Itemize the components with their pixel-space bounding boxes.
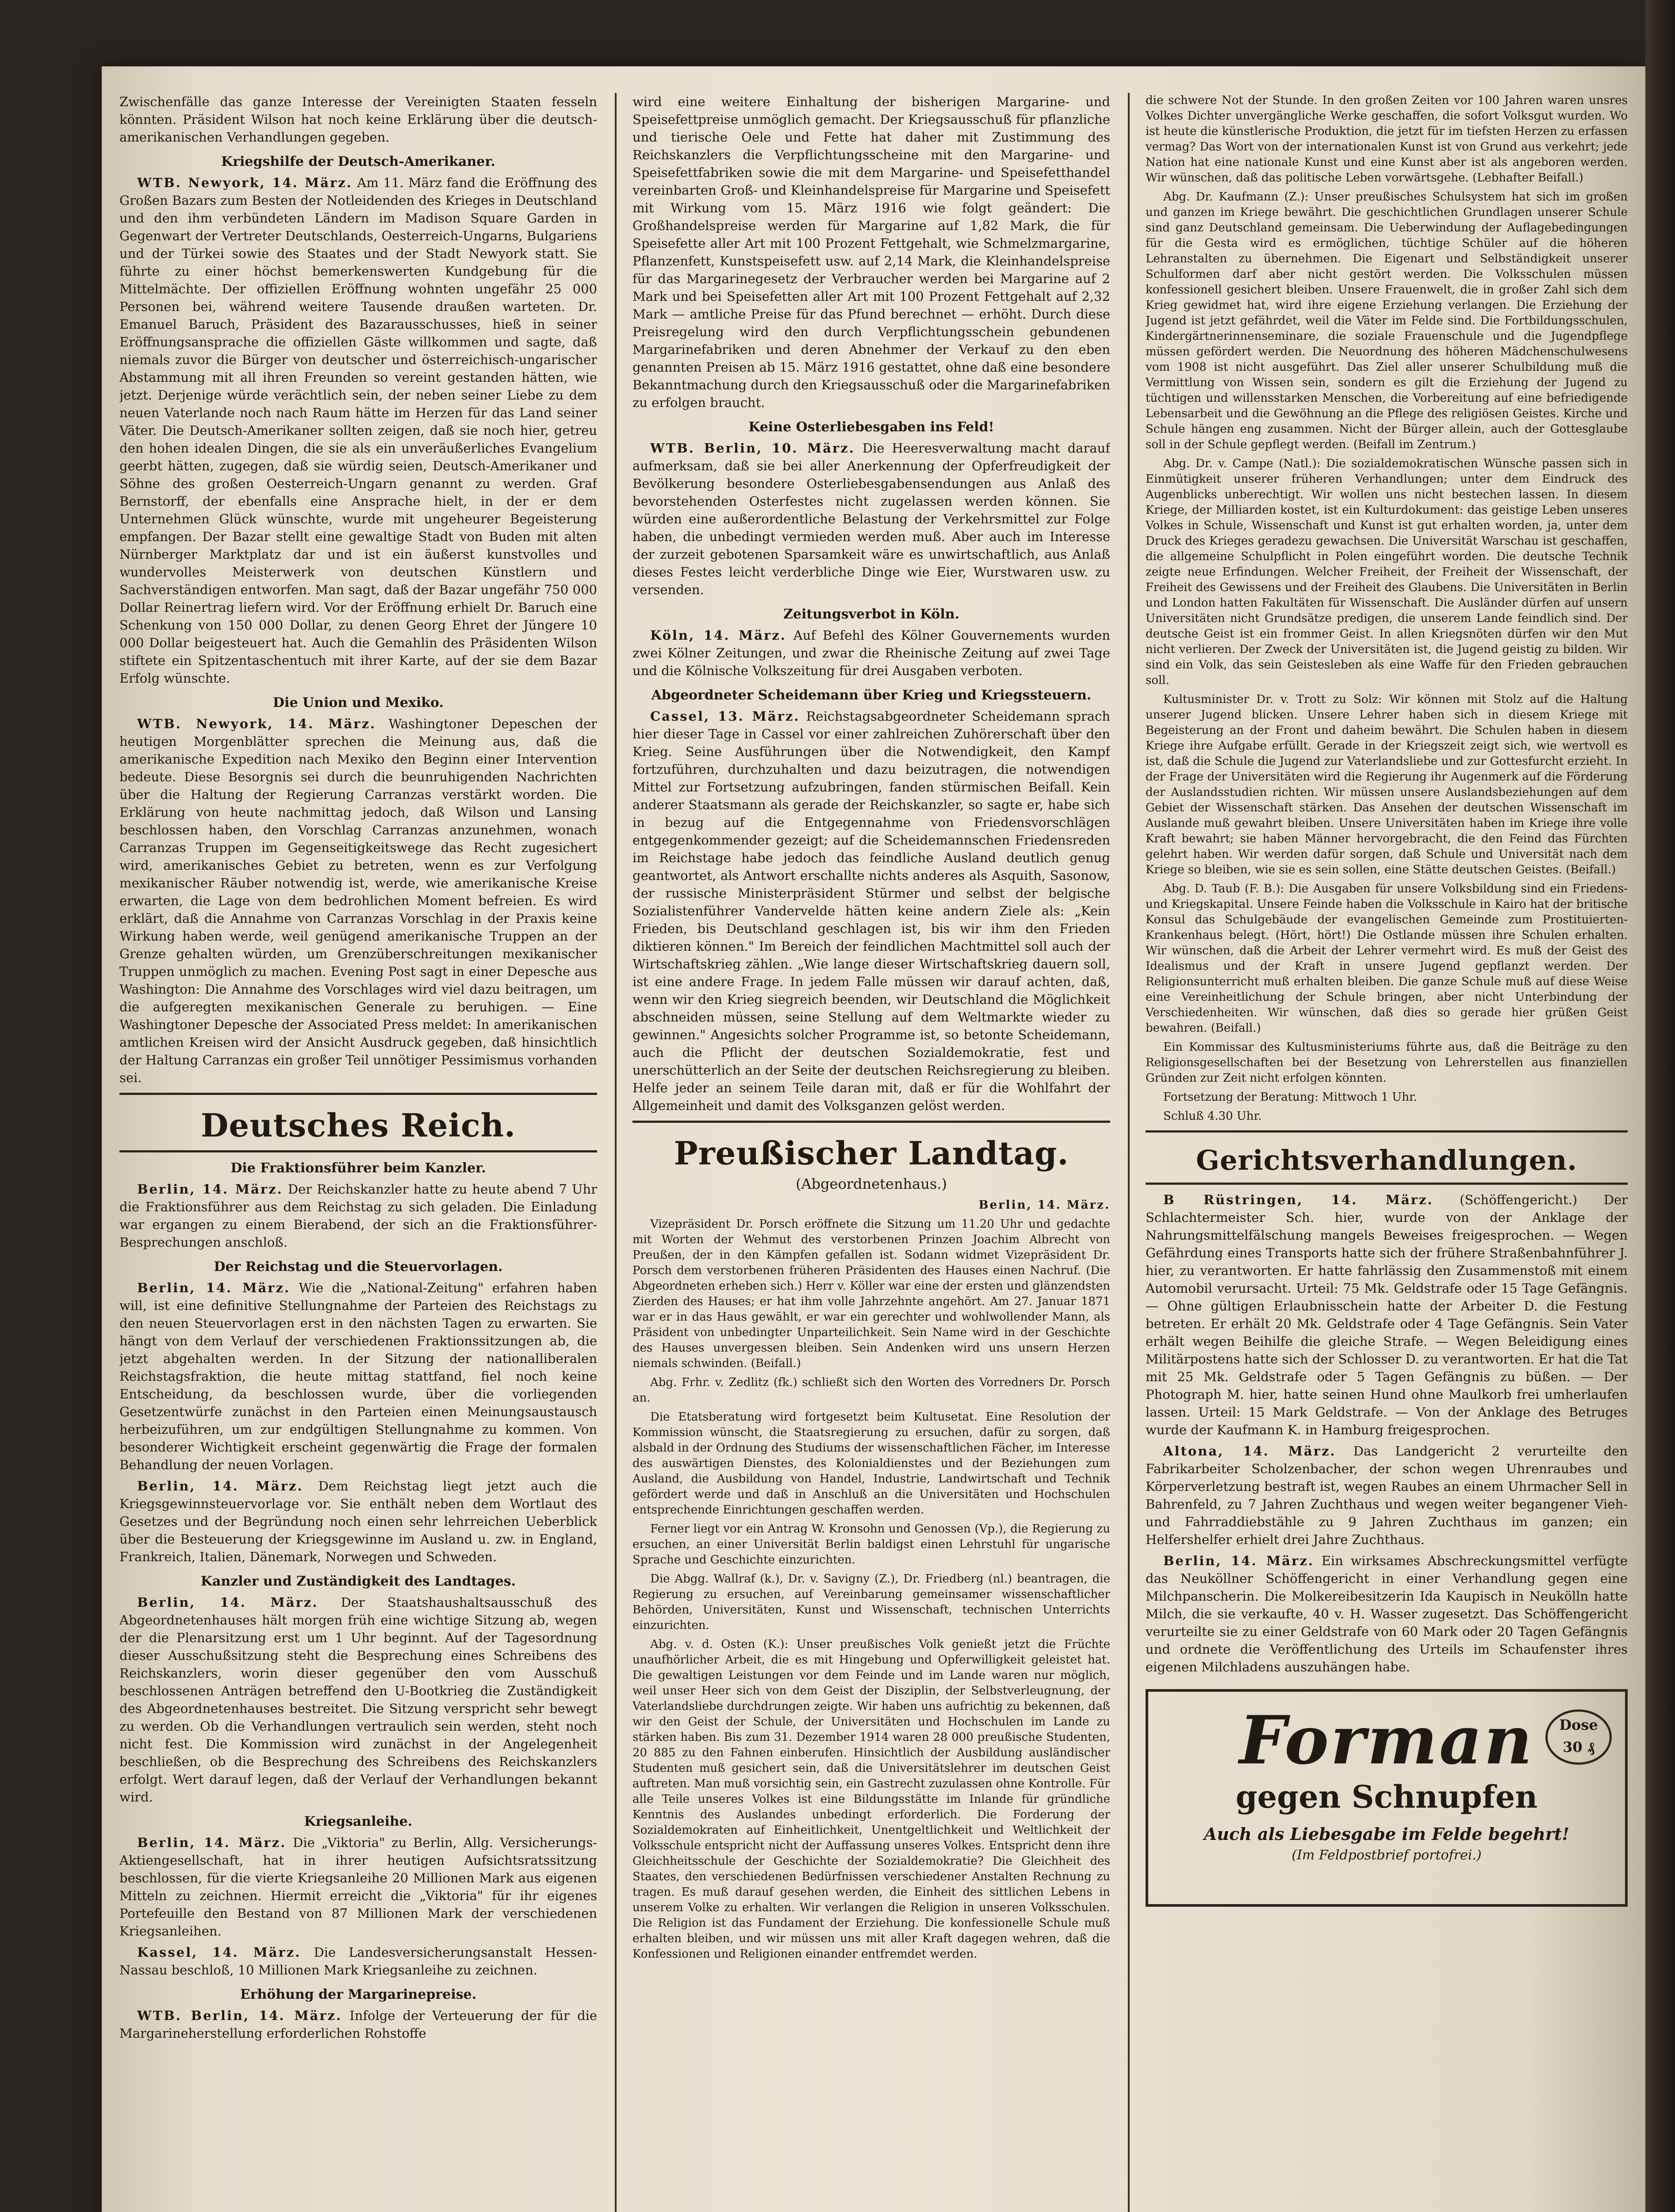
article-paragraph: Berlin, 14. März. Der Reichskanzler hatte zu heute abend 7 Uhr die Fraktionsführer aus dem Reichstag zu sich geladen. Die Einladung war ergangen zu einem Bierabend, der sich an die Fraktionsführer-Besprechungen anschloß. (119, 1182, 597, 1250)
article-paragraph: WTB. Newyork, 14. März. Washingtoner Depeschen der heutigen Morgenblätter sprechen die Meinung aus, daß die amerikanische Expedition nach Mexiko den Beginn einer Intervention bedeute. Diese Besorgnis sei durch die beunruhigenden Nachrichten über die Haltung der Regierung Carranzas verstärkt worden. Die Erklärung von heute nachmittag jedoch, daß Wilson und Lansing beschlossen haben, den Vorschlag Carranzas anzunehmen, wonach Carranzas Truppen im Gegenseitigkeitswege das Recht zugesichert wird, amerikanisches Gebiet zu betreten, wenn es zur Verfolgung mexikanischer Räuber notwendig ist, werde, wie amerikanische Kreise erwarten, die Lage von dem bedrohlichen Moment befreien. Es wird erklärt, daß die Annahme von Carranzas Vorschlag in der Praxis keine Wirkung haben werde, weil genügend amerikanische Truppen an der Grenze gehalten würden, um Grenzüberschreitungen mexikanischer Truppen unmöglich zu machen. Evening Post sagt in einer Depesche aus Washington: Die Annahme des Vorschlages wird viel dazu beitragen, um die aufgeregten mexikanischen Generale zu beruhigen. — Eine Washingtoner Depesche der Associated Press meldet: In amerikanischen amtlichen Kreisen wird der Ansicht Ausdruck gegeben, daß hinsichtlich der Haltung Carranzas ein großer Teil unnötiger Pessimismus vorhanden sei. (119, 716, 597, 1085)
article-paragraph: B Rüstringen, 14. März. (Schöffengericht.) Der Schlachtermeister Sch. hier, wurde von der Anklage der Nahrungsmittelfälschung mangels Beweises freigesprochen. — Wegen Gefährdung eines Transports hatte sich der frühere Straßenbahnführer J. hier, zu verantworten. Er hatte fahrlässig den Zusammenstoß mit einem Automobil verursacht. Urteil: 75 Mk. Geldstrafe oder 15 Tage Gefängnis. — Ohne gültigen Erlaubnisschein hatte der Arbeiter D. die Festung betreten. Er erhält 20 Mk. Geldstrafe oder 4 Tage Gefängnis. Sein Vater erhält wegen Beihilfe die gleiche Strafe. — Wegen Beleidigung eines Militärpostens hatte sich der Schlosser D. zu verantworten. Er hat die Tat mit 25 Mk. Geldstrafe oder 5 Tagen Gefängnis zu büßen. — Der Photograph M. hier, hatte seinen Hund ohne Maulkorb frei umherlaufen lassen. Urteil: 15 Mark Geldstrafe. — Von der Anklage des Betruges wurde der Kaufmann K. in Hamburg freigesprochen. (1146, 1192, 1628, 1437)
article-paragraph: Altona, 14. März. Das Landgericht 2 verurteilte den Fabrikarbeiter Scholzenbacher, der schon wegen Uhrenraubes und Körperverletzung bestraft ist, wegen Raubes an einem Uhrmacher Sell in Bahrenfeld, zu 7 Jahren Zuchthaus und wegen weiter begangener Vieh- und Fahrraddiebstähle zu 9 Jahren Zuchthaus im ganzen; ein Helfershelfer erhielt drei Jahre Zuchthaus. (1146, 1444, 1628, 1547)
article-paragraph: Berlin, 14. März. Wie die „National-Zeitung" erfahren haben will, ist eine definitive Stellungnahme der Parteien des Reichstags zu den neuen Steuervorlagen erst in den nächsten Tagen zu erwarten. Sie hängt von dem Verlauf der verschiedenen Fraktionssitzungen ab, die jetzt abgehalten werden. In der Sitzung der nationalliberalen Reichstagsfraktion, die heute mittag stattfand, fiel noch keine Entscheidung, da beschlossen wurde, über die vorliegenden Gesetzentwürfe zunächst in den Parteien einen Meinungsaustausch herbeizuführen, um zur endgültigen Stellungnahme zu kommen. Von besonderer Wichtigkeit erscheint gegenwärtig die Frage der formalen Behandlung der neuen Vorlagen. (119, 1280, 597, 1472)
newspaper-page (102, 66, 1645, 2212)
ad-slogan: Auch als Liebesgabe im Felde begehrt! (1204, 1824, 1570, 1844)
ad-tagline: gegen Schnupfen (1235, 1778, 1538, 1815)
article-paragraph: Abg. v. d. Osten (K.): Unser preußisches Volk genießt jetzt die Früchte unaufhörlicher Arbeit, die es mit Hingebung und Opferwilligkeit geleistet hat. Die gewaltigen Leistungen vor dem Feinde und im Lande waren nur möglich, weil unser Heer sich von dem Geist der Disziplin, der Selbstverleugnung, der Vaterlandsliebe durchdrungen zeigte. Wir haben uns aufrichtig zu bekennen, daß wir den Geist der Schule, der Universitäten und Hochschulen im Lande zu stärken haben. Bis zum 31. Dezember 1914 waren 28 000 preußische Studenten, 20 885 zu den Fahnen einberufen. Hinsichtlich der Ausbildung ausländischer Studenten muß gesichert sein, daß die Universitätslehrer im deutschen Geist auftreten. Man muß vorsichtig sein, ein Gastrecht zuzulassen ohne Kontrolle. Für alle Teile unseres Volkes ist eine Bildungsstätte im Inlande für gründliche Kenntnis des Auslandes unbedingt erforderlich. Die Forderung der Sozialdemokraten auf Einheitlichkeit, Unentgeltlichkeit und Weltlichkeit der Volksschule entspricht nicht der Auffassung unseres Volkes. Entspricht denn ihre Gleichheitsschule der Geschichte der Sozialdemokratie? Die Gleichheit des Staates, den verschiedenen Bedürfnissen verschiedener Anstalten Rechnung zu tragen. Es muß darauf gesehen werden, die Einheit des sittlichen Lebens in unserem Volke zu erhalten. Wir verlangen die Religion in unseren Volksschulen. Die Religion ist das Fundament der Erziehung. Die konfessionelle Schule muß erhalten bleiben, und wir müssen uns mit aller Kraft dagegen wehren, daß die Konfessionen und Religionen einander entfremdet werden. (632, 1638, 1110, 1961)
dateline: Berlin, 14. März. (978, 1198, 1110, 1212)
article-heading: Die Union und Mexiko. (273, 695, 444, 710)
section-subtitle: (Abgeordnetenhaus.) (796, 1175, 947, 1192)
article-paragraph: Vizepräsident Dr. Porsch eröffnete die Sitzung um 11.20 Uhr und gedachte mit Worten der Wehmut des verstorbenen Prinzen Joachim Albrecht von Preußen, der in den Kämpfen gefallen ist. Sodann widmet Vizepräsident Dr. Porsch dem verstorbenen früheren Präsidenten des Hauses einen Nachruf. (Die Abgeordneten erheben sich.) Herr v. Köller war eine der ersten und glänzendsten Zierden des Hauses; er hat ihm volle Jahrzehnte angehört. Am 27. Januar 1871 war er in das Haus gewählt, er war ein gerechter und wohlwollender Mann, als Präsident von unbedingter Unparteilichkeit. Sein Name wird in der Geschichte des Hauses unvergessen bleiben. Sein Andenken wird uns unsern Herzen niemals schwinden. (Beifall.) (632, 1217, 1110, 1370)
article-heading: Keine Osterliebesgaben ins Feld! (748, 419, 994, 435)
article-paragraph: Abg. D. Taub (F. B.): Die Ausgaben für unsere Volksbildung sind ein Friedens- und Kriegskapital. Unsere Feinde haben die Volksschule in Kairo hat der britische Konsul das Schulgebäude der evangelischen Gemeinde zum Prostituierten-Krankenhaus belegt. (Hört, hört!) Die Ostlande müssen ihre Schulen erhalten. Wir wünschen, daß die Arbeit der Lehrer vermehrt wird. Es muß der Geist des Idealismus und der Kraft in unsere Jugend gepflanzt werden. Der Religionsunterricht muß erhalten bleiben. Die ganze Schule muß auf diese Weise eine Vereinheitlichung der Schule bringen, aber nicht Unterbindung der Verschiedenheiten. Wir wünschen, daß dies so gerade hier grüßen Geist bewahren. (Beifall.) (1146, 882, 1628, 1035)
article-heading: Der Reichstag und die Steuervorlagen. (214, 1259, 503, 1275)
article-continuation: wird eine weitere Einhaltung der bisherigen Margarine- und Speisefettpreise unmöglich gemacht. Der Kriegsausschuß für pflanzliche und tierische Oele und Fette hat daher mit Zustimmung des Reichskanzlers die Verpflichtungsscheine mit den Margarine- und Speisefettfabriken sowie die mit dem Margarine- und Speisefetthandel vereinbarten Groß- und Kleinhandelspreise für Margarine und Speisefett mit Wirkung vom 15. März 1916 wie folgt geändert: Die Großhandelspreise werden für Margarine auf 1,82 Mark, die für Speisefette aller Art mit 100 Prozent Fettgehalt, wie Schmelzmargarine, Pflanzenfett, Kunstspeisefett usw. auf 2,14 Mark, die Kleinhandelspreise für das Margarinegesetz der Verbraucher werden bei Margarine auf 2 Mark und bei Speisefetten aller Art mit 100 Prozent Fettgehalt auf 2,32 Mark — amtliche Preise für das Pfund berechnet — erhöht. Durch diese Preisregelung wird den durch Verpflichtungsschein gebundenen Margarinefabriken und deren Abnehmer der Verkauf zu den eben genannten Preisen ab 15. März 1916 gestattet, ohne daß eine besondere Bekanntmachung durch den Kriegsausschuß oder die Margarinefabriken zu erfolgen braucht. (632, 94, 1110, 410)
article-heading: Erhöhung der Margarinepreise. (240, 1987, 477, 2002)
section-title: Deutsches Reich. (200, 1106, 516, 1144)
dateline: Berlin, 14. März. (137, 1182, 283, 1197)
article-paragraph: WTB. Newyork, 14. März. Am 11. März fand die Eröffnung des Großen Bazars zum Besten der Notleidenden des Krieges in Deutschland und den ihm verbündeten Ländern im Madison Square Garden in Gegenwart der Vertreter Deutschlands, Oesterreich-Ungarns, Bulgariens und der Türkei sowie des Staates und der Stadt Newyork statt. Sie führte zu einer höchst bemerkenswerten Kundgebung für die Mittelmächte. Der offiziellen Eröffnung wohnten ungefähr 25 000 Personen bei, während weitere Tausende draußen warteten. Dr. Emanuel Baruch, Präsident des Bazarausschusses, hieß in seiner Eröffnungsansprache die offiziellen Gäste willkommen und sagte, daß niemals zuvor die Bürger von deutscher und österreichisch-ungarischer Abstammung mit all ihren Freunden so vereint gestanden hätten, wie jetzt. Derjenige würde verächtlich sein, der neben seiner Liebe zu dem neuen Vaterlande noch nach Raum hätte im Herzen für das Land seiner Väter. Die Deutsch-Amerikaner sollten zeigen, daß sie noch hier, getreu den hohen idealen Dingen, die sie als ein unveräußerliches Evangelium geerbt hätten, zugegen, daß sie würdig seien, Deutsch-Amerikaner und Söhne des großen Oesterreich-Ungarn genannt zu werden. Graf Bernstorff, der ebenfalls eine Ansprache hielt, in der er dem Unternehmen Glück wünschte, wurde mit ungeheurer Begeisterung empfangen. Der Bazar stellt eine gewaltige Stadt von Buden mit alten Nürnberger Marktplatz dar und ist ein äußerst kunstvolles und wundervolles Meisterwerk von deutschen Künstlern und Sachverständigen entworfen. Man sagt, daß der Bazar ungefähr 750 000 Dollar Reinertrag liefern wird. Vor der Eröffnung erhielt Dr. Baruch eine Schenkung von 150 000 Dollar, zu denen Georg Ehret der Jüngere 10 000 Dollar beigesteuert hat. Auch die Gemahlin des Präsidenten Wilson stiftete ein Spitzentaschentuch mit ihrer Karte, auf der sie dem Bazar Erfolg wünschte. (119, 175, 597, 686)
article-heading: Kanzler und Zuständigkeit des Landtages. (200, 1574, 516, 1589)
dateline: Berlin, 14. März. (137, 1835, 287, 1850)
dateline: Altona, 14. März. (1163, 1444, 1336, 1459)
dateline: Berlin, 14. März. (137, 1280, 291, 1295)
price-badge: Dose 30 ₰ (1545, 1709, 1612, 1765)
article-paragraph: Kultusminister Dr. v. Trott zu Solz: Wir können mit Stolz auf die Haltung unserer Jugend blicken. Unsere Lehrer haben sich in diesem Kriege mit Begeisterung an der Front und daheim bewährt. Die Schulen haben in diesem Kriege ihre Aufgabe erfüllt. Gerade in der Kriegszeit zeigt sich, wie wertvoll es ist, daß die Schule die Jugend zur Vaterlandsliebe und zur Gottesfurcht erzieht. In der Frage der Universitäten wird die Regierung ihr Augenmerk auf die Förderung der Auslandsstudien richten. Wir müssen unsere Auslandsbeziehungen auf dem Gebiet der Wissenschaft stärken. Das Ansehen der deutschen Wissenschaft im Auslande muß gewahrt bleiben. Unsere Universitäten haben im Kriege ihre volle Kraft bewahrt; sie haben Männer hervorgebracht, die den Feind das Fürchten gelehrt haben. Wir werden dafür sorgen, daß Schule und Universität nach dem Kriege so bleiben, wie sie es sein sollen, eine Stätte deutschen Geistes. (Beifall.) (1146, 693, 1628, 876)
ad-brand: Forman (1239, 1701, 1534, 1779)
page-edge (1645, 0, 1675, 2212)
article-paragraph: Berlin, 14. März. Dem Reichstag liegt jetzt auch die Kriegsgewinnsteuervorlage vor. Sie enthält neben dem Wortlaut des Gesetzes und der Begründung noch einen sehr lehrreichen Ueberblick über die Besteuerung der Kriegsgewinne im Ausland u. zw. in England, Frankreich, Italien, Dänemark, Norwegen und Schweden. (119, 1479, 597, 1564)
article-paragraph: Ein Kommissar des Kultusministeriums führte aus, daß die Beiträge zu den Religionsgesellschaften bei der Besetzung von Lehrerstellen aus finanziellen Gründen zur Zeit nicht erfolgen könnten. (1146, 1041, 1628, 1085)
article-heading: Die Fraktionsführer beim Kanzler. (230, 1160, 486, 1176)
article-paragraph: Ferner liegt vor ein Antrag W. Kronsohn und Genossen (Vp.), die Regierung zu ersuchen, an einer Universität Berlin baldigst einen Lehrstuhl für ungarische Sprache und Geschichte einzurichten. (632, 1522, 1110, 1567)
article-paragraph: WTB. Berlin, 14. März. Infolge der Verteuerung der für die Margarineherstellung erforderlichen Rohstoffe (119, 2008, 597, 2041)
column-3 (1146, 93, 1628, 2212)
dateline: Berlin, 14. März. (1163, 1553, 1314, 1568)
advertisement (1146, 1689, 1628, 1907)
article-paragraph: Schluß 4.30 Uhr. (1163, 1110, 1262, 1123)
article-continuation: die schwere Not der Stunde. In den großen Zeiten vor 100 Jahren waren unsres Volkes Dichter unvergängliche Werke geschaffen, die sofort Volksgut wurden. Wo ist heute die künstlerische Produktion, die jetzt für im tiefsten Herzen zu erfassen vermag? Das Wort von der internationalen Kunst ist von Grund aus verkehrt; jede Nation hat eine nationale Kunst und eine Kunst aber ist als angeboren werden. Wir wünschen, daß das politische Leben vorwärtsgehe. (Lebhafter Beifall.) (1146, 94, 1628, 184)
dateline: Köln, 14. März. (650, 628, 786, 643)
article-paragraph: Die Etatsberatung wird fortgesetzt beim Kultusetat. Eine Resolution der Kommission wünscht, die Staatsregierung zu ersuchen, dafür zu sorgen, daß alsbald in der Ordnung des Studiums der wissenschaftlichen Fächer, im Interesse des auswärtigen Dienstes, des Kolonialdienstes und der Beziehungen zum Ausland, die Ausbildung von Handel, Industrie, Landwirtschaft und Technik gefördert werde und daß in Anschluß an die Universitäten und Hochschulen entsprechende Einrichtungen geschaffen werden. (632, 1410, 1110, 1517)
dateline: Berlin, 14. März. (137, 1479, 303, 1494)
divider (632, 1121, 1110, 1123)
dateline: WTB. Newyork, 14. März. (137, 716, 376, 731)
column-rule (615, 93, 617, 2212)
article-continuation: Zwischenfälle das ganze Interesse der Vereinigten Staaten fesseln könnten. Präsident Wilson hat noch keine Erklärung über die deutsch-amerikanischen Verhandlungen gegeben. (119, 94, 597, 145)
article-paragraph: Kassel, 14. März. Die Landesversicherungsanstalt Hessen-Nassau beschloß, 10 Millionen Mark Kriegsanleihe zu zeichnen. (119, 1945, 597, 1978)
column-rule (1128, 93, 1130, 2212)
column-1 (119, 93, 597, 2212)
divider (119, 1093, 597, 1095)
dateline: Cassel, 13. März. (650, 709, 800, 724)
article-paragraph: Berlin, 14. März. Der Staatshaushaltsausschuß des Abgeordnetenhauses hält morgen früh eine wichtige Sitzung ab, wegen der die Plenarsitzung erst um 1 Uhr beginnt. Auf der Tagesordnung dieser Ausschußsitzung steht die Besprechung eines Schreibens des Reichskanzlers, worin dieser gegenüber den vom Ausschuß beschlossenen Anträgen betreffend den U-Bootkrieg die Zuständigkeit des Abgeordnetenhauses bestreitet. Die Sitzung verspricht sehr bewegt zu werden. Ob die Verhandlungen vertraulich sein werden, steht noch nicht fest. Die Kommission wird zunächst in der Angelegenheit beschließen, ob die Besprechung des Schreibens des Reichskanzlers erfolgt. Wert darauf legen, daß der Verlauf der Verhandlungen bekannt wird. (119, 1595, 597, 1805)
divider (119, 1150, 597, 1152)
dateline: WTB. Newyork, 14. März. (137, 175, 353, 190)
article-paragraph: Abg. Dr. Kaufmann (Z.): Unser preußisches Schulsystem hat sich im großen und ganzen im Kriege bewährt. Die geschichtlichen Grundlagen unserer Schule sind ganz Deutschland gemeinsam. Die Ueberwindung der Auflagebedingungen für die Gesta wird es ermöglichen, tüchtige Schüler auf die höheren Lehranstalten zu übernehmen. Die Eigenart und Selbständigkeit unserer Schulformen darf aber nicht gestört werden. Die Volksschulen müssen konfessionell gesichert bleiben. Unsere Frauenwelt, die in großer Zahl sich dem Krieg gewidmet hat, wird ihre eigene Erziehung verlangen. Die Erziehung der Jugend ist jetzt gefährdet, weil die Väter im Felde sind. Die Fortbildungsschulen, Kindergärtnerinnenseminare, die soziale Frauenschule und die Jugendpflege müssen gefördert werden. Die Neuordnung des höheren Mädchenschulwesens vom 1908 ist nicht ausgeführt. Das Ziel aller unserer Schulbildung muß die Vermittlung von Wissen sein, sondern es gilt die Erziehung der Jugend zu tüchtigen und willensstarken Menschen, die Vorbereitung auf eine befriedigende Lebensarbeit und die Gewöhnung an die Pflege des religiösen Geistes. Kirche und Schule hängen eng zusammen. Nicht der Bürger allein, auch der Gottesglaube soll in der Schule gepflegt werden. (Beifall im Zentrum.) (1146, 190, 1628, 451)
article-paragraph: Berlin, 14. März. Ein wirksames Abschreckungsmittel verfügte das Neuköllner Schöffengericht in einer Verhandlung gegen eine Milchpanscherin. Die Molkereibesitzerin Ida Kaupisch in Neukölln hatte Milch, die sie verkaufte, 40 v. H. Wasser zugesetzt. Das Schöffengericht verurteilte sie zu einer Geldstrafe von 60 Mark oder 20 Tagen Gefängnis und ordnete die Veröffentlichung des Urteils im Schaufenster ihres eigenen Milchladens auszuhängen habe. (1146, 1553, 1628, 1674)
dateline: WTB. Berlin, 10. März. (650, 441, 855, 456)
ad-note: (Im Feldpostbrief portofrei.) (1292, 1847, 1482, 1863)
divider (1146, 1183, 1628, 1185)
article-paragraph: Berlin, 14. März. Die „Viktoria" zu Berlin, Allg. Versicherungs-Aktiengesellschaft, hat in ihrer heutigen Aufsichtsratssitzung beschlossen, für die vierte Kriegsanleihe 20 Millionen Mark aus eigenen Mitteln zu zeichnen. Hiermit erreicht die „Viktoria" für ihr eigenes Portefeuille den Bestand von 87 Millionen Mark der verschiedenen Kriegsanleihen. (119, 1835, 597, 1939)
dateline: B Rüstringen, 14. März. (1163, 1192, 1434, 1207)
section-title: Gerichtsverhandlungen. (1196, 1144, 1577, 1176)
article-paragraph: WTB. Berlin, 10. März. Die Heeresverwaltung macht darauf aufmerksam, daß sie bei aller Anerkennung der Opferfreudigkeit der Bevölkerung besondere Osterliebesgabensendungen aus Anlaß des bevorstehenden Osterfestes nicht zugelassen werden können. Sie würden eine außerordentliche Belastung der Verkehrsmittel zur Folge haben, die unbedingt vermieden werden muß. Aber auch im Interesse der zurzeit gebotenen Sparsamkeit wäre es unwirtschaftlich, aus Anlaß dieses Festes leicht verderbliche Dinge wie Eier, Wurstwaren usw. zu versenden. (632, 441, 1110, 597)
article-heading: Abgeordneter Scheidemann über Krieg und Kriegssteuern. (651, 687, 1092, 703)
dateline: Berlin, 14. März. (137, 1595, 318, 1610)
article-paragraph (632, 1198, 1110, 1213)
section-title: Preußischer Landtag. (674, 1134, 1069, 1172)
article-paragraph: Fortsetzung der Beratung: Mittwoch 1 Uhr. (1163, 1091, 1417, 1104)
article-paragraph: Cassel, 13. März. Reichstagsabgeordneter Scheidemann sprach hier dieser Tage in Cassel vor einer zahlreichen Zuhörerschaft über den Krieg. Seine Ausführungen über die Notwendigkeit, den Kampf fortzuführen, durchzuhalten und dazu beizutragen, die notwendigen Mittel zur Fortsetzung aufzubringen, fanden stürmischen Beifall. Kein anderer Staatsmann als gerade der Reichskanzler, so sagte er, habe sich in bezug auf die Entgegennahme von Friedensvorschlägen entgegenkommender gezeigt; auf die Scheidemannschen Friedensreden im Reichstage habe jedoch das feindliche Ausland deutlich genug geantwortet, als Antwort erschallte nichts anderes als Asquith, Sasonow, der russische Ministerpräsident Stürmer und selbst der belgische Sozialistenführer Vandervelde hätten keine andern Ziele als: „Kein Frieden, bis Deutschland geschlagen ist, bis wir ihm den Frieden diktieren können." Im Bereich der feindlichen Machtmittel soll auch der Wirtschaftskrieg zählen. „Wie lange dieser Wirtschaftskrieg dauern soll, ist eine andere Frage. In jedem Falle müssen wir darauf achten, daß, wenn wir den Krieg siegreich beenden, wir Deutschland die Möglichkeit abschneiden müssen, seine Stellung auf dem Weltmarkte wieder zu gewinnen." Angesichts solcher Programme ist, so betonte Scheidemann, auch die Pflicht der deutschen Sozialdemokratie, fest und unerschütterlich an der Seite der deutschen Reichsregierung zu bleiben. Helfe jeder an seinem Teile daran mit, daß er für die Wohlfahrt der Allgemeinheit und damit des Volksganzen gelöst werden. (632, 709, 1110, 1113)
dateline: WTB. Berlin, 14. März. (137, 2008, 342, 2023)
dateline: Kassel, 14. März. (137, 1945, 301, 1960)
article-paragraph: Köln, 14. März. Auf Befehl des Kölner Gouvernements wurden zwei Kölner Zeitungen, und zwar die Rheinische Zeitung auf zwei Tage und die Kölnische Volkszeitung für drei Ausgaben verboten. (632, 628, 1110, 678)
article-heading: Kriegsanleihe. (304, 1814, 413, 1829)
divider (1146, 1130, 1628, 1133)
article-paragraph: Abg. Dr. v. Campe (Natl.): Die sozialdemokratischen Wünsche passen sich in Einmütigkeit unserer früheren Verhandlungen; unter dem Eindruck des Augenblicks unberechtigt. Wir wollen uns nicht bestechen lassen. In diesem Kriege, der Milliarden kostet, ist ein Kulturdokument: das geistige Leben unseres Volkes in Schule, Wissenschaft und Kunst ist gut erhalten worden, ja, unter dem Druck des Krieges geradezu gewachsen. Die Universität Warschau ist geschaffen, die allgemeine Schulpflicht in Polen eingeführt worden. Die deutsche Technik zeigte neue Erfindungen. Welcher Freiheit, der Freiheit der Wissenschaft, der Freiheit des Gewissens und der Freiheit des Glaubens. Die Universitäten in Berlin und London hatten Fakultäten für Wissenschaft. Die Ausländer dürfen auf unsern Universitäten nicht Grundsätze predigen, die unserem Lande feindlich sind. Der deutsche Geist ist ein frommer Geist. In allen Kriegsnöten dürfen wir den Mut nicht verlieren. Der Zweck der Universitäten ist, die Jugend geistig zu bilden. Wir sind ein Volk, das sein Geistesleben als eine Waffe für den Frieden gebrauchen soll. (1146, 457, 1628, 687)
article-heading: Kriegshilfe der Deutsch-Amerikaner. (221, 154, 495, 169)
article-heading: Zeitungsverbot in Köln. (783, 607, 960, 622)
article-paragraph: Abg. Frhr. v. Zedlitz (fk.) schließt sich den Worten des Vorredners Dr. Porsch an. (632, 1376, 1110, 1405)
column-2 (632, 93, 1110, 2212)
article-paragraph: Die Abgg. Wallraf (k.), Dr. v. Savigny (Z.), Dr. Friedberg (nl.) beantragen, die Regierung zu ersuchen, auf Vereinbarung gemeinsamer wissenschaftlicher Behörden, Universitäten, Kunst und Wissenschaft, technischen Unterrichts einzurichten. (632, 1572, 1110, 1632)
